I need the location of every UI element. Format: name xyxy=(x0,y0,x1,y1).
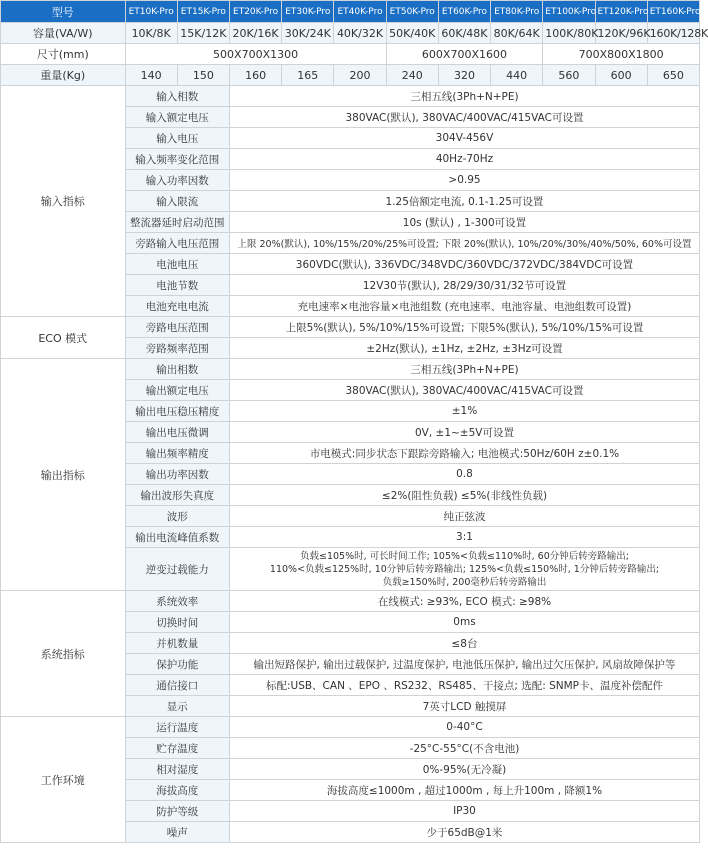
spec-value: 40Hz-70Hz xyxy=(229,149,699,170)
capacity-value: 40K/32K xyxy=(334,23,386,44)
section-category: 工作环境 xyxy=(1,717,126,843)
spec-name: 显示 xyxy=(125,696,229,717)
model-name: ET50K-Pro xyxy=(386,1,438,23)
spec-name: 输入额定电压 xyxy=(125,107,229,128)
size-value: 600X700X1600 xyxy=(386,44,543,65)
weight-value: 320 xyxy=(438,65,490,86)
spec-value: 纯正弦波 xyxy=(229,506,699,527)
capacity-value: 160K/128K xyxy=(647,23,699,44)
spec-value: 12V30节(默认), 28/29/30/31/32节可设置 xyxy=(229,275,699,296)
spec-value: 海拔高度≤1000m , 超过1000m , 每上升100m , 降额1% xyxy=(229,780,699,801)
spec-value: ±1% xyxy=(229,401,699,422)
spec-name: 系统效率 xyxy=(125,591,229,612)
capacity-value: 120K/96K xyxy=(595,23,647,44)
capacity-value: 50K/40K xyxy=(386,23,438,44)
spec-value: 三相五线(3Ph+N+PE) xyxy=(229,359,699,380)
model-name: ET15K-Pro xyxy=(177,1,229,23)
weight-value: 650 xyxy=(647,65,699,86)
model-name: ET80K-Pro xyxy=(491,1,543,23)
spec-name: 输出电流峰值系数 xyxy=(125,527,229,548)
spec-value: 10s (默认) , 1-300可设置 xyxy=(229,212,699,233)
section-category: 输入指标 xyxy=(1,86,126,317)
spec-value: 304V-456V xyxy=(229,128,699,149)
spec-row xyxy=(1,86,700,107)
spec-name: 波形 xyxy=(125,506,229,527)
spec-value-line: 110%<负载≤125%时, 10分钟后转旁路输出; 125%<负载≤150%时, 1分钟后转旁路输出; xyxy=(269,563,660,575)
weight-value: 560 xyxy=(543,65,595,86)
size-value: 700X800X1800 xyxy=(543,44,700,65)
spec-value: 0V, ±1~±5V可设置 xyxy=(229,422,699,443)
spec-value: 标配:USB、CAN 、EPO 、RS232、RS485、干接点; 选配: SNMP卡、温度补偿配件 xyxy=(229,675,699,696)
spec-row xyxy=(1,359,700,380)
weight-value: 200 xyxy=(334,65,386,86)
spec-name: 电池电压 xyxy=(125,254,229,275)
model-name: ET60K-Pro xyxy=(438,1,490,23)
spec-name: 旁路电压范围 xyxy=(125,317,229,338)
spec-row xyxy=(1,591,700,612)
header-row xyxy=(1,1,700,23)
weight-value: 440 xyxy=(491,65,543,86)
spec-name: 输入相数 xyxy=(125,86,229,107)
section-category: 系统指标 xyxy=(1,591,126,717)
model-name: ET30K-Pro xyxy=(282,1,334,23)
weight-label: 重量(Kg) xyxy=(1,65,126,86)
spec-name: 通信接口 xyxy=(125,675,229,696)
size-label: 尺寸(mm) xyxy=(1,44,126,65)
spec-value: 7英寸LCD 触摸屏 xyxy=(229,696,699,717)
spec-name: 输出波形失真度 xyxy=(125,485,229,506)
section-category: 输出指标 xyxy=(1,359,126,591)
spec-value-line: 负载≤105%时, 可长时间工作; 105%<负载≤110%时, 60分钟后转旁路输出; xyxy=(300,550,629,562)
spec-name: 并机数量 xyxy=(125,633,229,654)
model-name: ET10K-Pro xyxy=(125,1,177,23)
spec-sections xyxy=(1,86,700,843)
spec-name: 输出电压微调 xyxy=(125,422,229,443)
capacity-value: 30K/24K xyxy=(282,23,334,44)
spec-name: 输出额定电压 xyxy=(125,380,229,401)
model-name: ET100K-Pro xyxy=(543,1,595,23)
spec-value: 上限 20%(默认), 10%/15%/20%/25%可设置; 下限 20%(默认), 10%/20%/30%/40%/50%, 60%可设置 xyxy=(229,233,699,254)
spec-name: 输入电压 xyxy=(125,128,229,149)
header-label: 型号 xyxy=(1,1,126,23)
spec-value: 360VDC(默认), 336VDC/348VDC/360VDC/372VDC/384VDC可设置 xyxy=(229,254,699,275)
spec-name: 输出电压稳压精度 xyxy=(125,401,229,422)
spec-value: >0.95 xyxy=(229,170,699,191)
weight-row xyxy=(1,65,700,86)
spec-value: ≤8台 xyxy=(229,633,699,654)
spec-value: ≤2%(阻性负载) ≤5%(非线性负载) xyxy=(229,485,699,506)
spec-name: 输出功率因数 xyxy=(125,464,229,485)
spec-value: 3:1 xyxy=(229,527,699,548)
model-name: ET120K-Pro xyxy=(595,1,647,23)
capacity-value: 20K/16K xyxy=(229,23,281,44)
spec-name: 输入频率变化范围 xyxy=(125,149,229,170)
spec-name: 输入功率因数 xyxy=(125,170,229,191)
capacity-label: 容量(VA/W) xyxy=(1,23,126,44)
weight-value: 240 xyxy=(386,65,438,86)
spec-value: 少于65dB@1米 xyxy=(229,822,699,843)
spec-value: 0-40°C xyxy=(229,717,699,738)
capacity-value: 80K/64K xyxy=(491,23,543,44)
size-value: 500X700X1300 xyxy=(125,44,386,65)
spec-name: 输出频率精度 xyxy=(125,443,229,464)
spec-row xyxy=(1,317,700,338)
model-name: ET40K-Pro xyxy=(334,1,386,23)
capacity-value: 100K/80K xyxy=(543,23,595,44)
spec-value: 市电模式:同步状态下跟踪旁路输入; 电池模式:50Hz/60H z±0.1% xyxy=(229,443,699,464)
spec-value: IP30 xyxy=(229,801,699,822)
spec-name: 输出相数 xyxy=(125,359,229,380)
spec-name: 输入限流 xyxy=(125,191,229,212)
weight-value: 140 xyxy=(125,65,177,86)
spec-value: 1.25倍额定电流, 0.1-1.25可设置 xyxy=(229,191,699,212)
weight-value: 600 xyxy=(595,65,647,86)
spec-name: 旁路频率范围 xyxy=(125,338,229,359)
spec-row xyxy=(1,717,700,738)
weight-value: 150 xyxy=(177,65,229,86)
spec-name: 整流器延时启动范围 xyxy=(125,212,229,233)
spec-value-line: 负载≥150%时, 200毫秒后转旁路输出 xyxy=(382,576,547,588)
model-name: ET160K-Pro xyxy=(647,1,699,23)
model-name: ET20K-Pro xyxy=(229,1,281,23)
spec-value: 380VAC(默认), 380VAC/400VAC/415VAC可设置 xyxy=(229,107,699,128)
spec-name: 防护等级 xyxy=(125,801,229,822)
spec-value: 0%-95%(无冷凝) xyxy=(229,759,699,780)
spec-name: 切换时间 xyxy=(125,612,229,633)
spec-value: 上限5%(默认), 5%/10%/15%可设置; 下限5%(默认), 5%/10%/15%可设置 xyxy=(229,317,699,338)
spec-name: 电池充电电流 xyxy=(125,296,229,317)
spec-name: 电池节数 xyxy=(125,275,229,296)
capacity-value: 10K/8K xyxy=(125,23,177,44)
spec-value: 0ms xyxy=(229,612,699,633)
spec-value: 输出短路保护, 输出过载保护, 过温度保护, 电池低压保护, 输出过欠压保护, 风扇故障保护等 xyxy=(229,654,699,675)
spec-name: 相对湿度 xyxy=(125,759,229,780)
spec-name: 逆变过载能力 xyxy=(125,548,229,591)
capacity-row xyxy=(1,23,700,44)
spec-name: 噪声 xyxy=(125,822,229,843)
spec-value: 三相五线(3Ph+N+PE) xyxy=(229,86,699,107)
section-category: ECO 模式 xyxy=(1,317,126,359)
weight-value: 165 xyxy=(282,65,334,86)
spec-value: 0.8 xyxy=(229,464,699,485)
spec-name: 运行温度 xyxy=(125,717,229,738)
spec-value: 380VAC(默认), 380VAC/400VAC/415VAC可设置 xyxy=(229,380,699,401)
weight-value: 160 xyxy=(229,65,281,86)
spec-value: -25°C-55°C(不含电池) xyxy=(229,738,699,759)
spec-name: 贮存温度 xyxy=(125,738,229,759)
spec-name: 海拔高度 xyxy=(125,780,229,801)
capacity-value: 15K/12K xyxy=(177,23,229,44)
spec-value: 在线模式: ≥93%, ECO 模式: ≥98% xyxy=(229,591,699,612)
size-row xyxy=(1,44,700,65)
spec-value xyxy=(229,548,699,591)
spec-name: 保护功能 xyxy=(125,654,229,675)
spec-name: 旁路输入电压范围 xyxy=(125,233,229,254)
spec-value: ±2Hz(默认), ±1Hz, ±2Hz, ±3Hz可设置 xyxy=(229,338,699,359)
spec-value: 充电速率×电池容量×电池组数 (充电速率、电池容量、电池组数可设置) xyxy=(229,296,699,317)
capacity-value: 60K/48K xyxy=(438,23,490,44)
